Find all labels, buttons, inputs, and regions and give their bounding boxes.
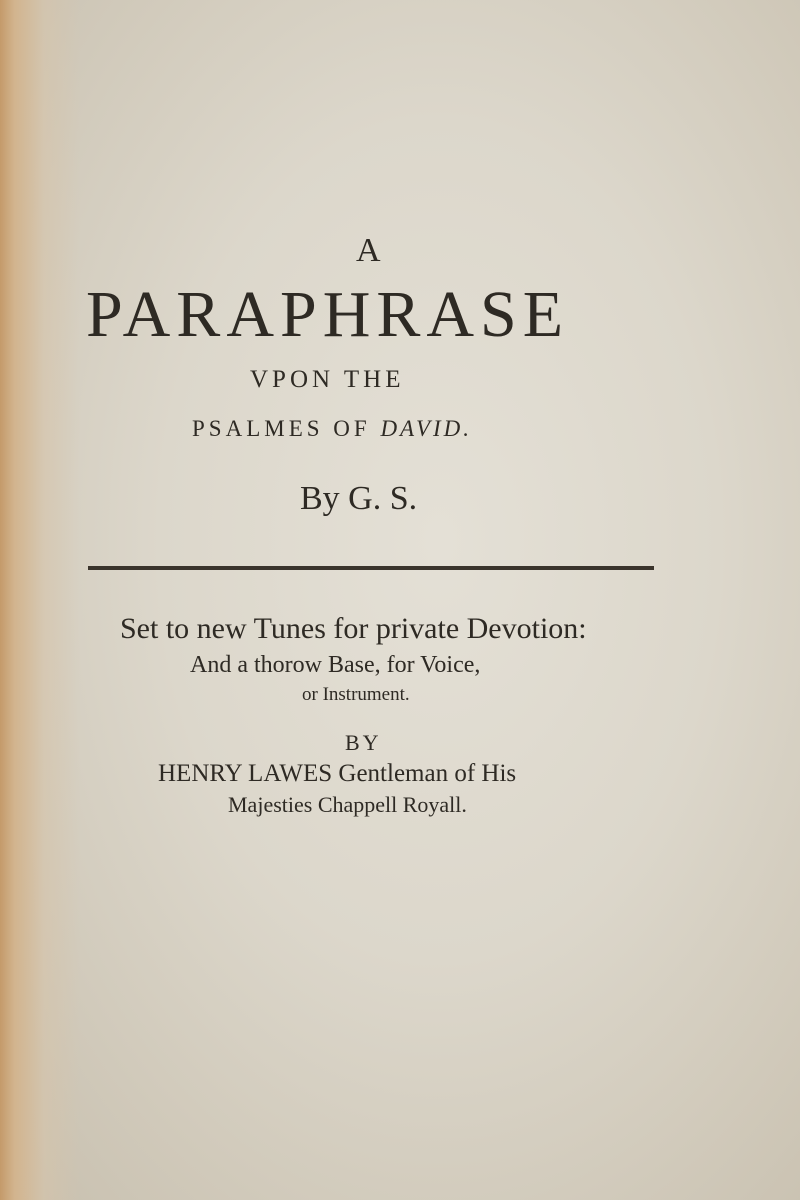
subtitle-line-2 <box>192 416 472 442</box>
subtitle-prefix: PSALMES OF <box>192 416 371 441</box>
composer-by: BY <box>345 730 382 755</box>
setting-line-3: or Instrument. <box>302 684 410 705</box>
subtitle-name: DAVID. <box>380 416 473 441</box>
composer-line-1: HENRY LAWES Gentleman of His <box>158 760 517 787</box>
composer-line-2: Majesties Chappell Royall. <box>228 792 467 817</box>
horizontal-rule <box>88 566 654 570</box>
title-article: A <box>356 232 382 269</box>
author-line: By G. S. <box>300 480 418 517</box>
subtitle-line-1: VPON THE <box>250 366 405 393</box>
setting-line-2: And a thorow Base, for Voice, <box>190 652 481 678</box>
setting-line-1: Set to new Tunes for private Devotion: <box>120 612 587 645</box>
main-title: PARAPHRASE <box>86 278 570 351</box>
